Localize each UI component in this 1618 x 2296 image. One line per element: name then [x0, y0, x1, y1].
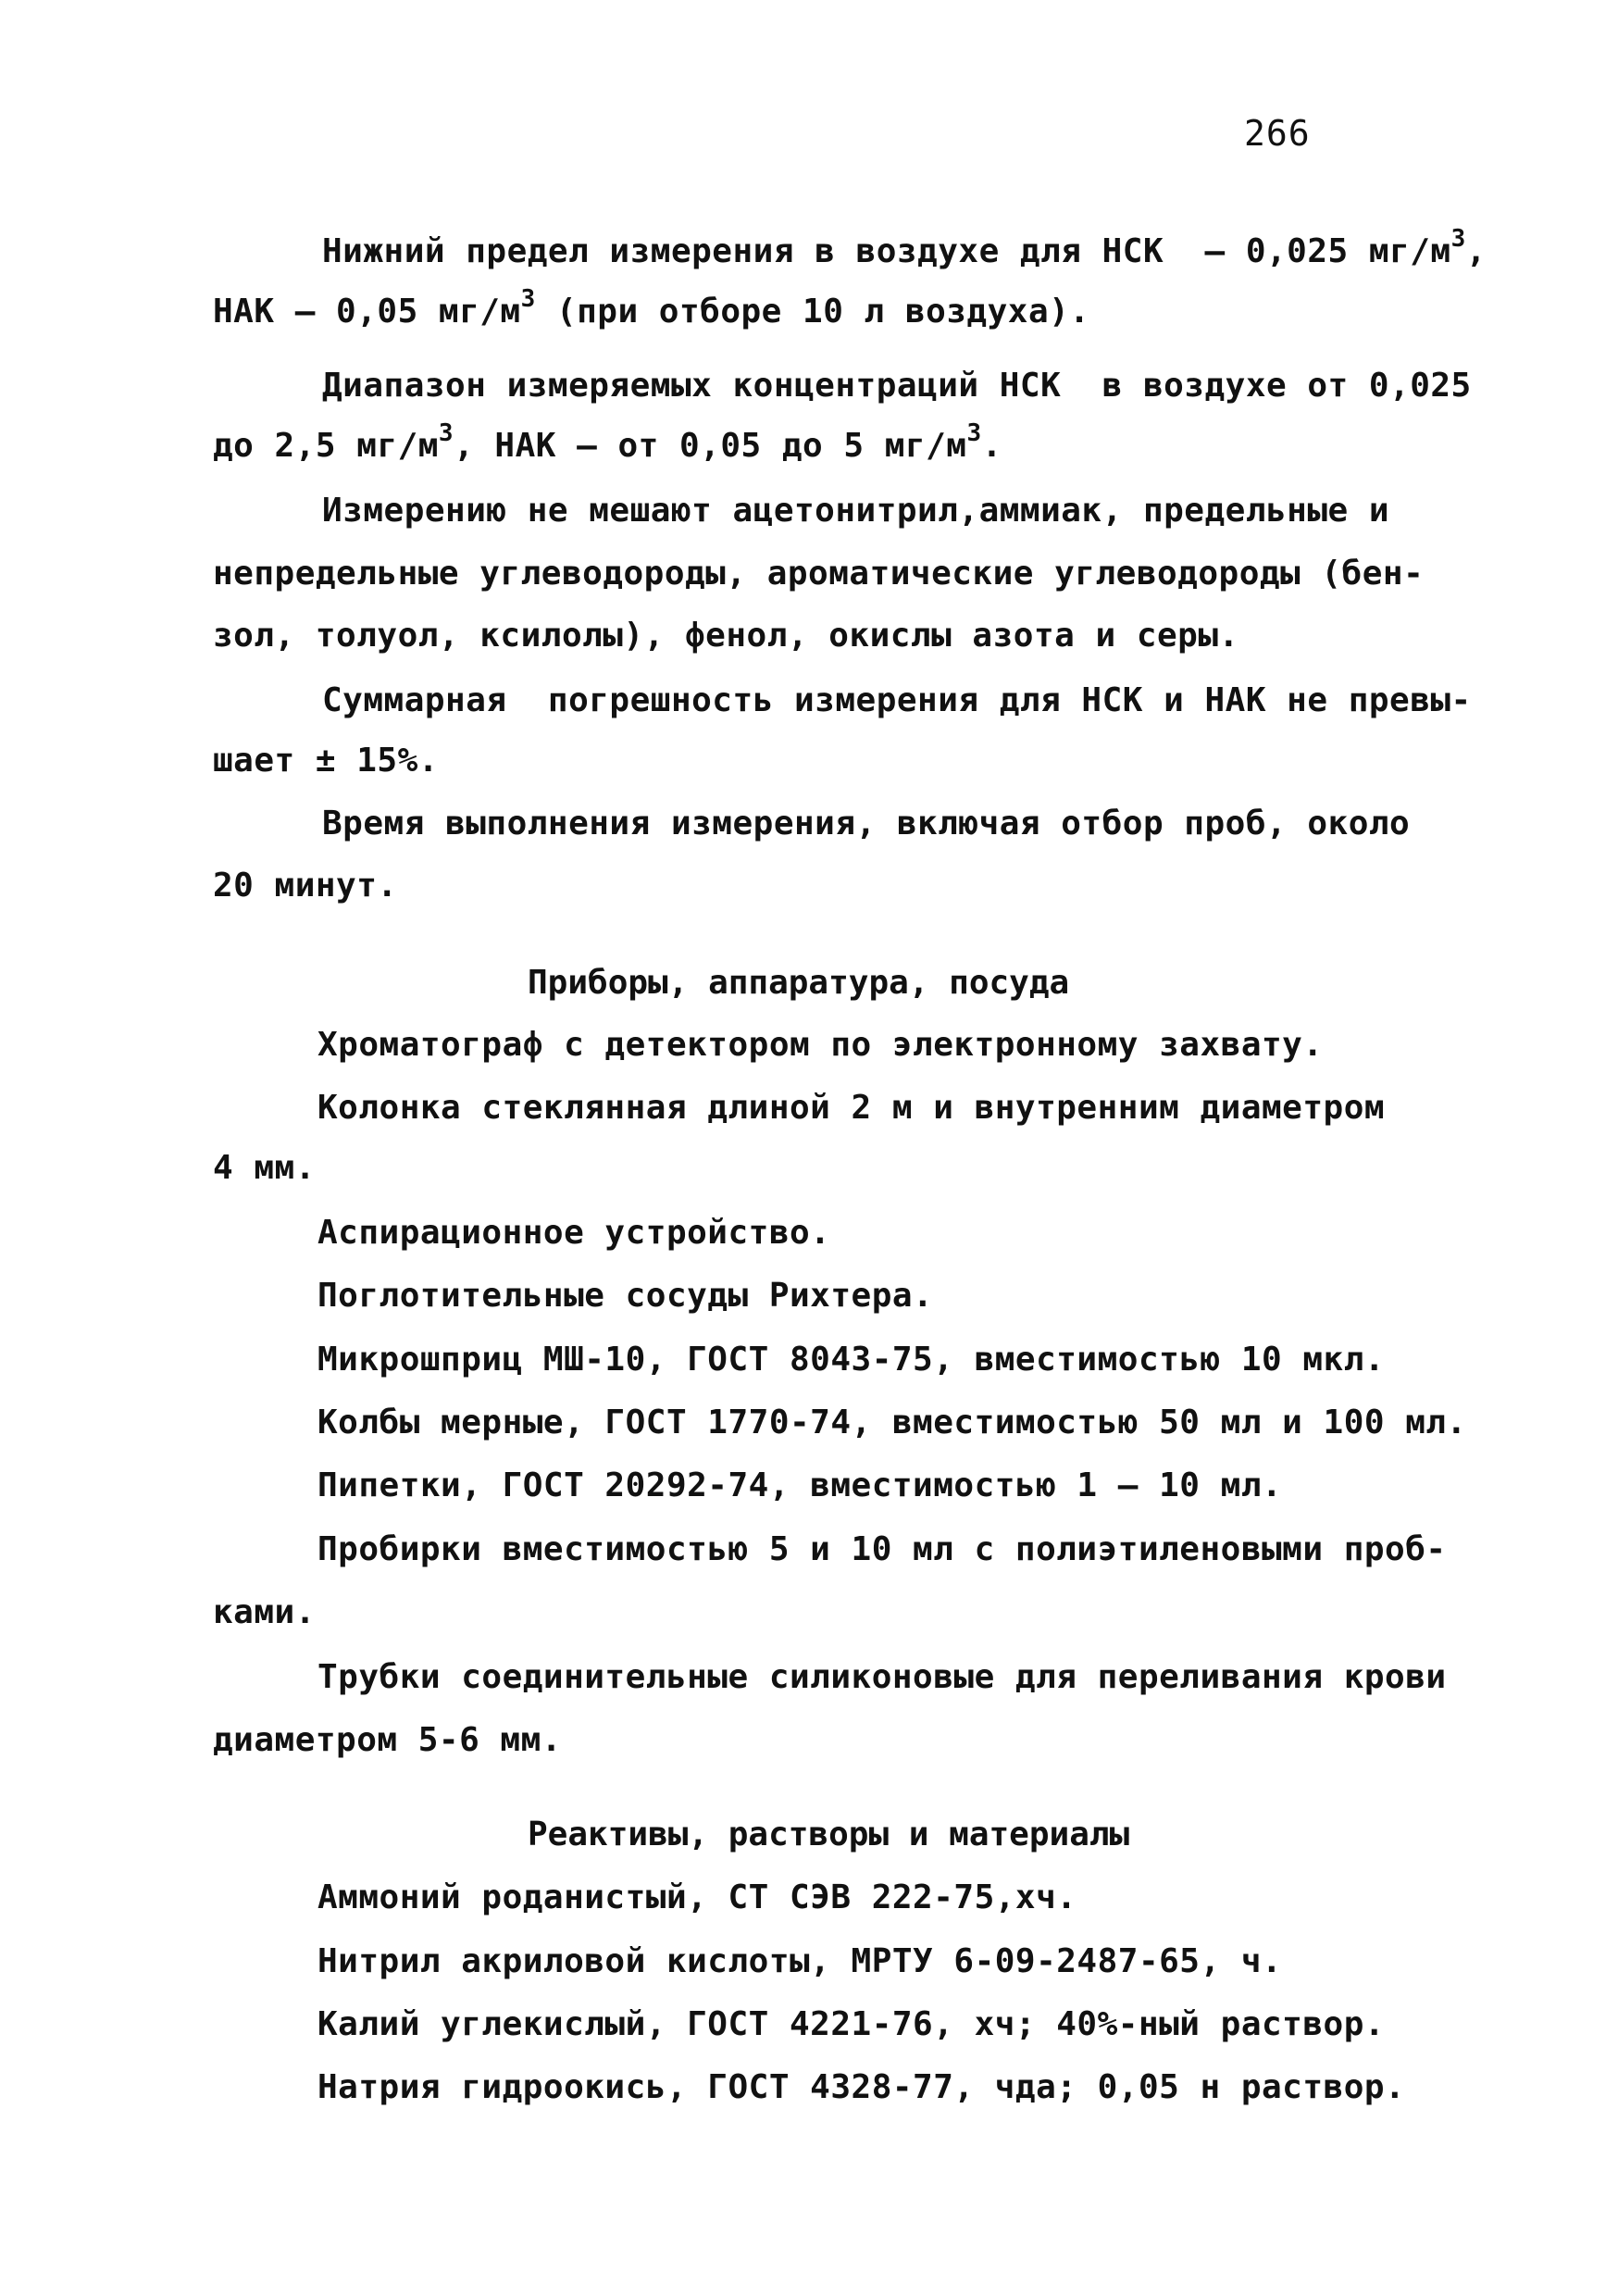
paragraph-line: Диапазон измеряемых концентраций НСК в воздухе от 0,025 [322, 367, 1472, 405]
section-heading: Реактивы, растворы и материалы [528, 1816, 1130, 1853]
text-segment: НАК – 0,05 мг/м [213, 293, 521, 331]
paragraph-line: зол, толуол, ксилолы), фенол, окислы азота и серы. [213, 617, 1239, 655]
list-item-continuation: ками. [213, 1593, 316, 1631]
paragraph-line: Время выполнения измерения, включая отбор проб, около [322, 805, 1411, 842]
text-segment: , НАК – от 0,05 до 5 мг/м [454, 427, 967, 465]
list-item: Нитрил акриловой кислоты, МРТУ 6-09-2487-65, ч. [317, 1942, 1283, 1980]
paragraph-line: Суммарная погрешность измерения для НСК и НАК не превы- [322, 681, 1472, 719]
list-item-continuation: диаметром 5-6 мм. [213, 1721, 562, 1759]
list-item: Микрошприц МШ-10, ГОСТ 8043-75, вместимостью 10 мкл. [317, 1341, 1386, 1379]
list-item: Аммоний роданистый, СТ СЭВ 222-75,хч. [317, 1878, 1077, 1916]
list-item: Пробирки вместимостью 5 и 10 мл с полиэтиленовыми проб- [317, 1530, 1447, 1568]
list-item: Аспирационное устройство. [317, 1214, 831, 1252]
list-item: Хроматограф с детектором по электронному захвату. [317, 1026, 1324, 1064]
text-segment: . [981, 427, 1002, 465]
superscript: 3 [438, 419, 454, 447]
list-item: Колбы мерные, ГОСТ 1770-74, вместимостью 50 мл и 100 мл. [317, 1404, 1467, 1441]
text-segment: , [1465, 232, 1487, 270]
text-segment: (при отборе 10 л воздуха). [535, 293, 1090, 331]
list-item: Колонка стеклянная длиной 2 м и внутренним диаметром [317, 1089, 1386, 1127]
list-item: Трубки соединительные силиконовые для переливания крови [317, 1658, 1447, 1696]
page-number: 266 [1244, 113, 1311, 154]
superscript: 3 [1450, 225, 1466, 253]
list-item: Пипетки, ГОСТ 20292-74, вместимостью 1 – 10 мл. [317, 1466, 1283, 1504]
paragraph-line [322, 225, 1487, 272]
superscript: 3 [966, 419, 982, 447]
paragraph-line: шает ± 15%. [213, 742, 439, 780]
paragraph-line [213, 419, 1002, 467]
section-heading: Приборы, аппаратура, посуда [528, 964, 1070, 1002]
paragraph-line: 20 минут. [213, 867, 398, 905]
list-item: Поглотительные сосуды Рихтера. [317, 1277, 934, 1315]
text-segment: до 2,5 мг/м [213, 427, 439, 465]
list-item: Натрия гидроокись, ГОСТ 4328-77, чда; 0,05 н раствор. [317, 2068, 1406, 2106]
paragraph-line: Измерению не мешают ацетонитрил,аммиак, предельные и [322, 492, 1390, 530]
paragraph-line [213, 285, 1090, 332]
superscript: 3 [520, 285, 536, 313]
list-item-continuation: 4 мм. [213, 1149, 316, 1187]
paragraph-line: непредельные углеводороды, ароматические углеводороды (бен- [213, 555, 1425, 593]
text-segment: Нижний предел измерения в воздухе для НСК – 0,025 мг/м [322, 232, 1451, 270]
list-item: Калий углекислый, ГОСТ 4221-76, хч; 40%-ный раствор. [317, 2005, 1386, 2043]
